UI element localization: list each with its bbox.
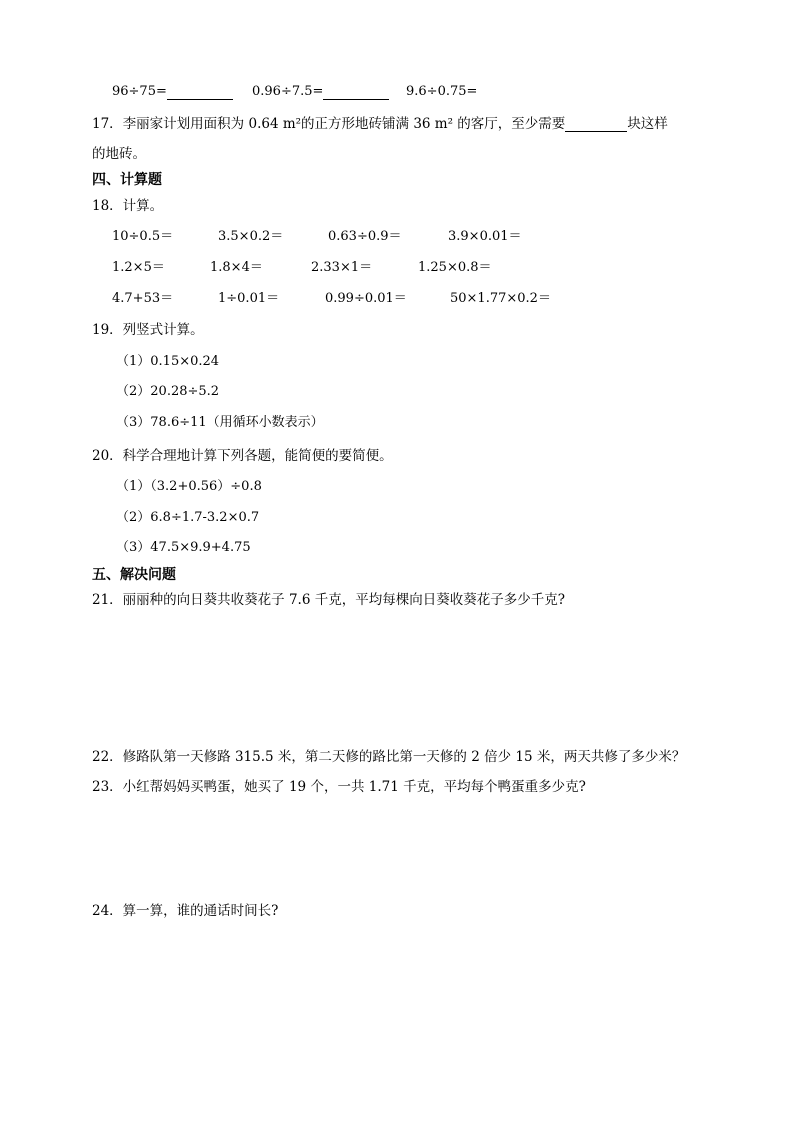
answer-blank[interactable] — [323, 86, 389, 100]
division-row — [112, 84, 233, 100]
expr-9-6-div-0-75: 9.6÷0.75= — [406, 84, 478, 99]
calc-item: 3.9×0.01＝ — [448, 229, 522, 244]
calc-item: 1.8×4＝ — [210, 260, 263, 275]
expr-0-96-div-7-5: 0.96÷7.5= — [252, 84, 324, 99]
question-19-label: 19．列竖式计算。 — [92, 322, 204, 338]
calc-item: 3.5×0.2＝ — [218, 229, 284, 244]
question-17-line2: 的地砖。 — [92, 146, 146, 162]
calc-item: 1.25×0.8＝ — [418, 260, 492, 275]
question-21: 21．丽丽种的向日葵共收葵花子 7.6 千克，平均每棵向日葵收葵花子多少千克? — [92, 592, 565, 608]
question-18-label: 18．计算。 — [92, 198, 164, 214]
question-23: 23．小红帮妈妈买鸭蛋，她买了 19 个，一共 1.71 千克，平均每个鸭蛋重多少克? — [92, 779, 586, 795]
question-24: 24．算一算，谁的通话时间长? — [92, 903, 279, 919]
calc-item: 4.7+53＝ — [112, 291, 174, 306]
calc-item: 0.63÷0.9＝ — [328, 229, 402, 244]
division-row-c — [406, 84, 477, 100]
question-19-item-3: （3）78.6÷11（用循环小数表示） — [116, 415, 324, 430]
question-19-item-2: （2）20.28÷5.2 — [116, 384, 220, 399]
section-5-title: 五、解决问题 — [92, 567, 176, 583]
section-4-title: 四、计算题 — [92, 172, 162, 188]
question-17-answer-blank[interactable] — [565, 118, 627, 132]
question-17-number: 17． — [92, 116, 123, 132]
question-20-item-2: （2）6.8÷1.7-3.2×0.7 — [116, 510, 260, 525]
question-20-label: 20．科学合理地计算下列各题，能简便的要简便。 — [92, 448, 393, 464]
calc-item: 1.2×5＝ — [112, 260, 165, 275]
question-17-text-end: 块这样 — [627, 116, 668, 132]
question-17-text: 李丽家计划用面积为 0.64 m²的正方形地砖铺满 36 m² 的客厅，至少需要 — [122, 116, 566, 132]
question-20-item-3: （3）47.5×9.9+4.75 — [116, 540, 251, 555]
calc-item: 50×1.77×0.2＝ — [450, 291, 551, 306]
calc-item: 10÷0.5＝ — [112, 229, 174, 244]
calc-item: 0.99÷0.01＝ — [325, 291, 407, 306]
calc-item: 1÷0.01＝ — [218, 291, 280, 306]
expr-96-div-75: 96÷75= — [112, 84, 167, 99]
calc-item: 2.33×1＝ — [311, 260, 373, 275]
question-22: 22．修路队第一天修路 315.5 米，第二天修的路比第一天修的 2 倍少 15 米，两天共修了多少米？ — [92, 749, 686, 765]
answer-blank[interactable] — [167, 86, 233, 100]
question-17 — [92, 116, 668, 132]
question-19-item-1: （1）0.15×0.24 — [116, 354, 220, 369]
question-20-item-1: （1）（3.2+0.56）÷0.8 — [116, 479, 262, 494]
division-row-b — [252, 84, 389, 100]
